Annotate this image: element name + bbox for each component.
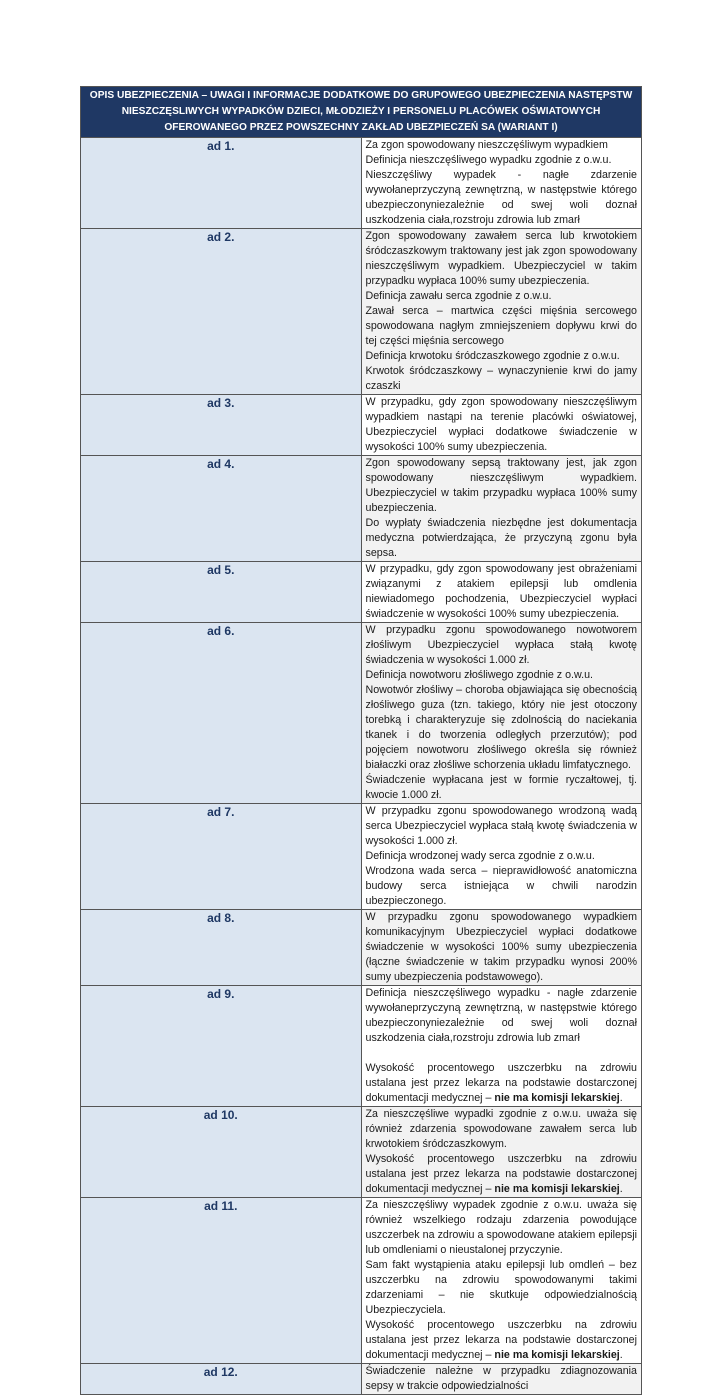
table-row: [81, 456, 642, 562]
table-row: [81, 138, 642, 229]
row-label: ad 7.: [81, 804, 362, 910]
row-text: [361, 910, 642, 986]
note-emphasis: nie ma komisji lekarskiej: [494, 1183, 620, 1195]
row-text: [361, 1198, 642, 1364]
table-row: [81, 395, 642, 456]
row-label: ad 1.: [81, 138, 362, 229]
note-text: Wysokość procentowego uszczerbku na zdrowiu ustalana jest przez lekarza na podstawie dostarczonej dokumentacji medycznej –: [365, 1153, 637, 1195]
paragraph: W przypadku, gdy zgon spowodowany nieszczęśliwym wypadkiem nastąpi na terenie placówki oświatowej, Ubezpieczyciel wypłaci dodatkowe świadczenie w wysokości 100% sumy ubezpieczenia.: [365, 396, 637, 453]
table-row: [81, 623, 642, 804]
note-emphasis: nie ma komisji lekarskiej: [494, 1349, 620, 1361]
table-row: [81, 1364, 642, 1395]
medical-note: [366, 1061, 638, 1106]
paragraph: Zgon spowodowany sepsą traktowany jest, jak zgon spowodowany nieszczęśliwym wypadkiem. Ubezpieczyciel w takim przypadku wypłaca 100% sumy ubezpieczenia.: [365, 457, 637, 514]
row-label: ad 4.: [81, 456, 362, 562]
row-text: [361, 138, 642, 229]
paragraph: Do wypłaty świadczenia niezbędne jest dokumentacja medyczna potwierdzająca, że przyczyną zgonu była sepsa.: [365, 517, 637, 559]
row-text: [361, 456, 642, 562]
paragraph: Świadczenie należne w przypadku zdiagnozowania sepsy w trakcie odpowiedzialności: [365, 1365, 637, 1392]
table-row: [81, 562, 642, 623]
paragraph: W przypadku zgonu spowodowanego wypadkiem komunikacyjnym Ubezpieczyciel wypłaci dodatkowe świadczenie w wysokości 100% sumy ubezpieczenia (łączne świadczenie w takim przypadku wynosi 200% sumy ubezpieczenia podstawowego).: [365, 911, 637, 983]
paragraph: Wrodzona wada serca – nieprawidłowość anatomiczna budowy serca istniejąca w chwili narodzin ubezpieczonego.: [365, 865, 637, 907]
blank-line: [366, 1046, 638, 1061]
insurance-notes-table: [80, 86, 642, 1395]
paragraph: Definicja nowotworu złośliwego zgodnie z o.w.u.: [365, 669, 594, 681]
note-end: .: [619, 1349, 623, 1361]
row-text: [361, 1107, 642, 1198]
paragraph: Definicja zawału serca zgodnie z o.w.u.: [365, 290, 552, 302]
paragraph: Nowotwór złośliwy – choroba objawiająca się obecnością złośliwego guza (tzn. takiego, który nie jest otoczony torebką i charakteryzuje się zdolnością do naciekania tkanek i do tworzenia odległych przerzutów); pod pojęciem nowotworu złośliwego określa się również białaczki oraz złośliwe schorzenia układu limfatycznego.: [365, 684, 637, 771]
paragraph: Definicja wrodzonej wady serca zgodnie z o.w.u.: [365, 850, 595, 862]
note-end: .: [619, 1092, 623, 1104]
paragraph: Definicja nieszczęśliwego wypadku - nagłe zdarzenie wywołaneprzyczyną zewnętrzną, w następstwie którego ubezpieczonyniezależnie od swej woli doznał uszkodzenia ciała,rozstroju zdrowia lub zmarł: [365, 987, 637, 1044]
paragraph: Za nieszczęśliwe wypadki zgodnie z o.w.u. uważa się również zdarzenia spowodowane zawałem serca lub krwotokiem śródczaszkowym.: [365, 1108, 637, 1150]
paragraph: Świadczenie wypłacana jest w formie ryczałtowej, tj. kwocie 1.000 zł.: [365, 774, 637, 801]
row-text: [361, 623, 642, 804]
header-line-1: OPIS UBEZPIECZENIA – UWAGI I INFORMACJE DODATKOWE DO GRUPOWEGO UBEZPIECZENIA NASTĘPSTW: [89, 90, 633, 101]
paragraph: Zawał serca – martwica części mięśnia sercowego spowodowana nagłym zmniejszeniem dopływu krwi do tej części mięśnia sercowego: [365, 305, 637, 347]
table-header: [81, 87, 642, 138]
table-row: [81, 804, 642, 910]
note-text: Wysokość procentowego uszczerbku na zdrowiu ustalana jest przez lekarza na podstawie dostarczonej dokumentacji medycznej –: [365, 1062, 637, 1104]
medical-note: [366, 1318, 638, 1363]
table-header-row: [81, 87, 642, 138]
paragraph: Krwotok śródczaszkowy – wynaczynienie krwi do jamy czaszki: [365, 365, 637, 392]
paragraph: Definicja krwotoku śródczaszkowego zgodnie z o.w.u.: [365, 350, 620, 362]
row-text: [361, 229, 642, 395]
row-text: [361, 395, 642, 456]
medical-note: [366, 1152, 638, 1197]
paragraph: Zgon spowodowany zawałem serca lub krwotokiem śródczaszkowym traktowany jest jak zgon spowodowany nieszczęśliwym wypadkiem. Ubezpieczyciel w takim przypadku wypłaca 100% sumy ubezpieczenia.: [365, 230, 637, 287]
row-text: [361, 986, 642, 1107]
note-emphasis: nie ma komisji lekarskiej: [494, 1092, 620, 1104]
paragraph: W przypadku zgonu spowodowanego wrodzoną wadą serca Ubezpieczyciel wypłaca stałą kwotę świadczenia w wysokości 1.000 zł.: [365, 805, 637, 847]
paragraph: Definicja nieszczęśliwego wypadku zgodnie z o.w.u.: [365, 154, 612, 166]
header-line-3: OFEROWANEGO PRZEZ POWSZECHNY ZAKŁAD UBEZPIECZEŃ SA (WARIANT I): [164, 122, 558, 133]
row-label: ad 3.: [81, 395, 362, 456]
paragraph: W przypadku, gdy zgon spowodowany jest obrażeniami związanymi z atakiem epilepsji lub omdlenia niewiadomego pochodzenia, Ubezpieczyciel wypłaci świadczenie w wysokości 100% sumy ubezpieczenia.: [365, 563, 637, 620]
row-label: ad 11.: [81, 1198, 362, 1364]
paragraph: Za nieszczęśliwy wypadek zgodnie z o.w.u. uważa się również wszelkiego rodzaju zdarzenia powodujące uszczerbek na zdrowiu a spowodowane atakiem epilepsji lub omdleniami o nieustalonej przyczynie.: [365, 1199, 637, 1256]
row-label: ad 9.: [81, 986, 362, 1107]
row-label: ad 2.: [81, 229, 362, 395]
row-label: ad 8.: [81, 910, 362, 986]
row-label: ad 10.: [81, 1107, 362, 1198]
note-text: Wysokość procentowego uszczerbku na zdrowiu ustalana jest przez lekarza na podstawie dostarczonej dokumentacji medycznej –: [365, 1319, 637, 1361]
row-text: [361, 562, 642, 623]
row-label: ad 12.: [81, 1364, 362, 1395]
header-line-2: NIESZCZĘSLIWYCH WYPADKÓW DZIECI, MŁODZIEŻY I PERSONELU PLACÓWEK OŚWIATOWYCH: [121, 106, 601, 117]
row-text: [361, 1364, 642, 1395]
note-end: .: [619, 1183, 623, 1195]
table-row: [81, 1198, 642, 1364]
table-row: [81, 1107, 642, 1198]
table-row: [81, 910, 642, 986]
row-label: ad 6.: [81, 623, 362, 804]
row-label: ad 5.: [81, 562, 362, 623]
paragraph: Sam fakt wystąpienia ataku epilepsji lub omdleń – bez uszczerbku na zdrowiu spowodowanymi takimi zdarzeniami – nie skutkuje odpowiedzialnością Ubezpieczyciela.: [365, 1259, 637, 1316]
row-text: [361, 804, 642, 910]
paragraph: Za zgon spowodowany nieszczęśliwym wypadkiem: [365, 139, 608, 151]
table-row: [81, 986, 642, 1107]
paragraph: Nieszczęśliwy wypadek - nagłe zdarzenie wywołaneprzyczyną zewnętrzną, w następstwie którego ubezpieczonyniezależnie od swej woli doznał uszkodzenia ciała,rozstroju zdrowia lub zmarł: [365, 169, 637, 226]
paragraph: W przypadku zgonu spowodowanego nowotworem złośliwym Ubezpieczyciel wypłaca stałą kwotę świadczenia w wysokości 1.000 zł.: [365, 624, 637, 666]
table-row: [81, 229, 642, 395]
